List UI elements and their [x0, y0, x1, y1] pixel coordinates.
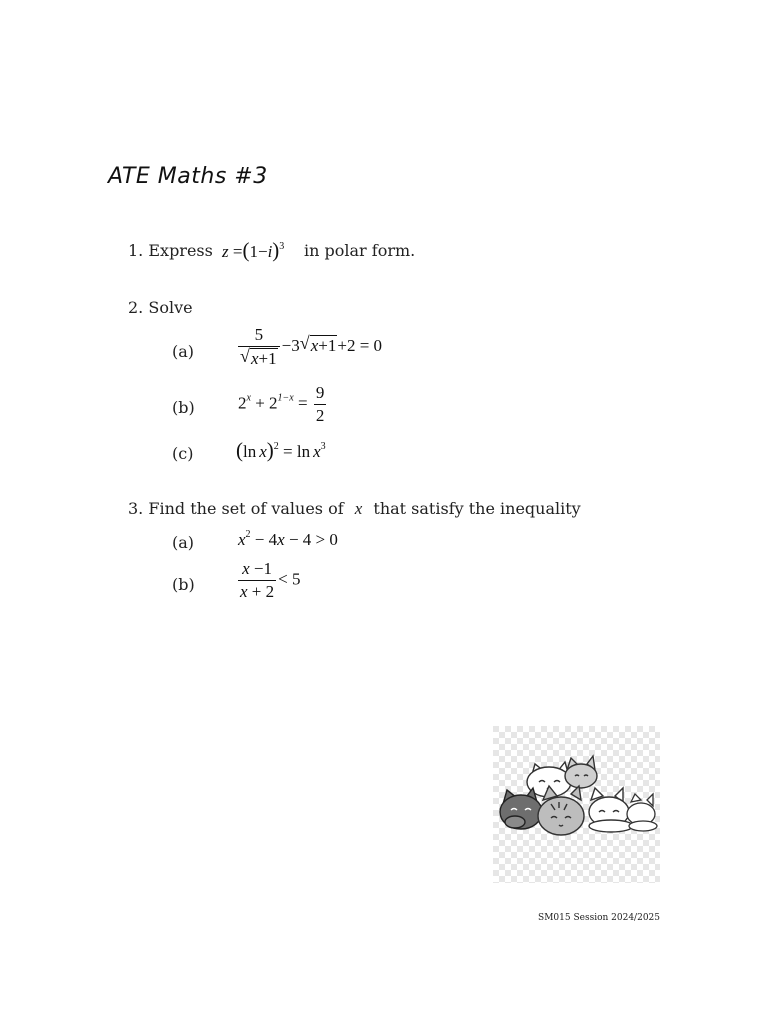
question-1: [128, 241, 213, 260]
q3a-label: (a): [172, 533, 195, 552]
q2a-tail: +2 = 0: [337, 335, 383, 355]
question-1-text-before: Express: [148, 241, 213, 260]
q2b-fraction: $\frac{9}{2}$: [315, 383, 325, 425]
q3a-expression: $x^2 - 4x - 4 > 0$: [238, 529, 338, 549]
question-2-number: 2.: [128, 298, 144, 317]
q2b-expression: $2^x + 2^{1-x}$ = $\frac{9}{2}$: [238, 383, 325, 425]
q2a-fraction: [238, 325, 280, 369]
footer-session: SM015 Session 2024/2025: [538, 913, 660, 923]
q2a-sqrt: √ x+1: [299, 332, 337, 355]
q3b-expression: $\frac{x -1}{x + 2}$ < 5: [240, 559, 301, 601]
q2b-label: (b): [172, 398, 195, 417]
question-1-text-after: in polar form.: [304, 241, 416, 260]
q1-z: z: [222, 242, 229, 261]
q2c-expression: (ln $x)^2 = \ln x^3$: [236, 438, 326, 462]
q3b-fraction: $\frac{x -1}{x + 2}$: [240, 559, 275, 601]
question-1-number: 1.: [128, 241, 144, 260]
question-2-text: Solve: [148, 298, 193, 317]
q2c-label: (c): [172, 444, 194, 463]
q2a-middle: −3: [281, 335, 300, 355]
q1-one: 1: [249, 242, 258, 261]
question-3-text-before: Find the set of values of: [148, 499, 344, 518]
q2a-label: (a): [172, 342, 195, 361]
q2a-denominator: √ x+1: [240, 346, 277, 368]
page-title: ATE Maths #3: [108, 164, 268, 189]
q3b-label: (b): [172, 575, 195, 594]
question-3-var: x: [354, 499, 363, 518]
q1-minus: −: [257, 242, 268, 261]
q2a-expression: [236, 325, 382, 369]
question-2: [128, 298, 193, 317]
question-3-text-after: that satisfy the inequality: [373, 499, 581, 518]
question-3: [128, 499, 581, 519]
cute-cats-illustration: [493, 726, 660, 883]
q2a-numerator: 5: [238, 325, 280, 347]
question-1-expression: $z =(1-i)^3$: [222, 238, 285, 262]
q1-i: i: [267, 242, 273, 261]
q1-eq: =: [232, 242, 243, 261]
q1-exp: 3: [279, 241, 285, 252]
question-3-number: 3.: [128, 499, 144, 518]
